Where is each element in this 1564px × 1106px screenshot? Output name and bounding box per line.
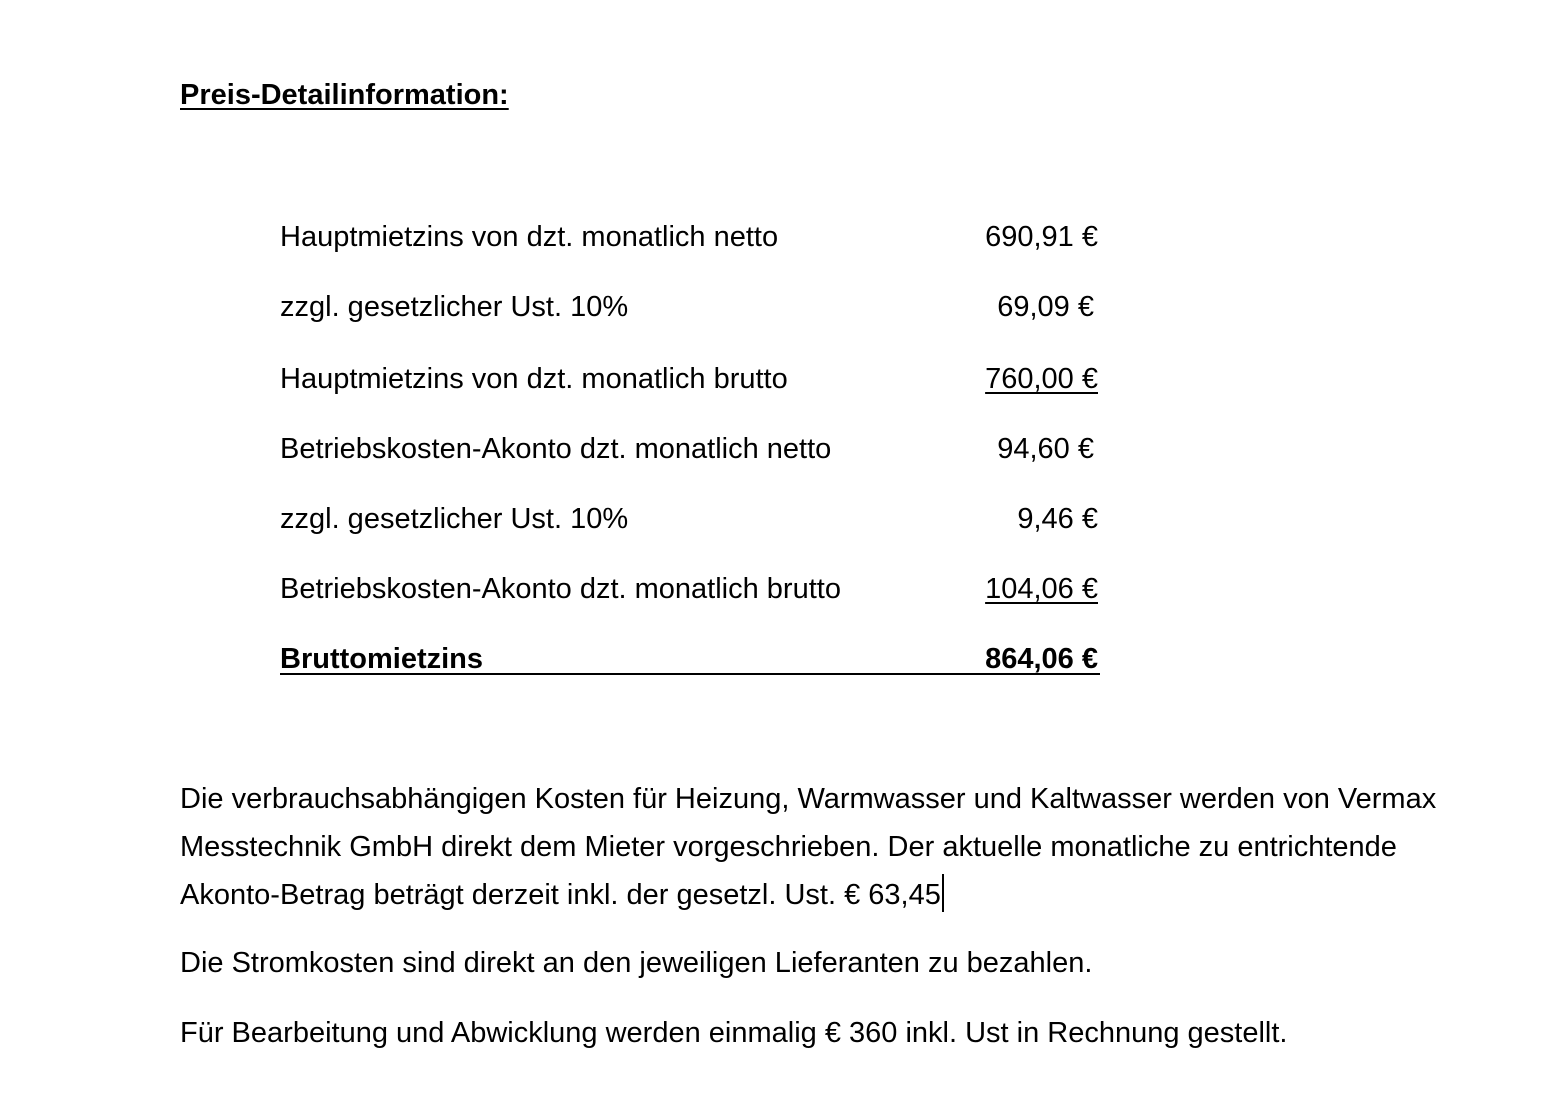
price-row-amount: 104,06 € [985,573,1098,605]
consumption-costs-paragraph[interactable] [180,775,1460,919]
price-row-amount: 94,60 € [997,433,1094,465]
price-row [280,359,1100,399]
price-row-amount: 690,91 € [985,221,1098,253]
consumption-costs-text: Die verbrauchsabhängigen Kosten für Heizung, Warmwasser und Kaltwasser werden von Vermax Messtechnik GmbH direkt dem Mieter vorgeschrieben. Der aktuelle monatliche zu entrichtende Akonto-Betrag beträgt derzeit inkl. der gesetzl. Ust. € 63,45 [180,783,1437,911]
price-row [280,499,1100,539]
total-amount: 864,06 € [985,643,1098,675]
processing-fee-paragraph[interactable]: Für Bearbeitung und Abwicklung werden einmalig € 360 inkl. Ust in Rechnung gestellt. [180,1017,1288,1049]
price-row-label: Betriebskosten-Akonto dzt. monatlich netto [280,433,832,465]
price-row [280,217,1100,257]
price-row [280,569,1100,609]
price-row [280,287,1100,327]
price-row-label: zzgl. gesetzlicher Ust. 10% [280,291,629,323]
price-row-amount: 760,00 € [985,363,1098,395]
price-row-amount: 69,09 € [997,291,1094,323]
price-row-label: zzgl. gesetzlicher Ust. 10% [280,503,629,535]
price-row-label: Hauptmietzins von dzt. monatlich brutto [280,363,788,395]
page-title: Preis-Detailinformation: [180,79,509,111]
total-row [280,639,1100,679]
electricity-paragraph[interactable]: Die Stromkosten sind direkt an den jeweiligen Lieferanten zu bezahlen. [180,947,1093,979]
price-row-label: Hauptmietzins von dzt. monatlich netto [280,221,779,253]
total-label: Bruttomietzins [280,643,483,675]
total-underline [280,673,1100,675]
price-row [280,429,1100,469]
price-row-label: Betriebskosten-Akonto dzt. monatlich brutto [280,573,841,605]
price-row-amount: 9,46 € [1017,503,1098,535]
text-cursor [942,874,944,912]
